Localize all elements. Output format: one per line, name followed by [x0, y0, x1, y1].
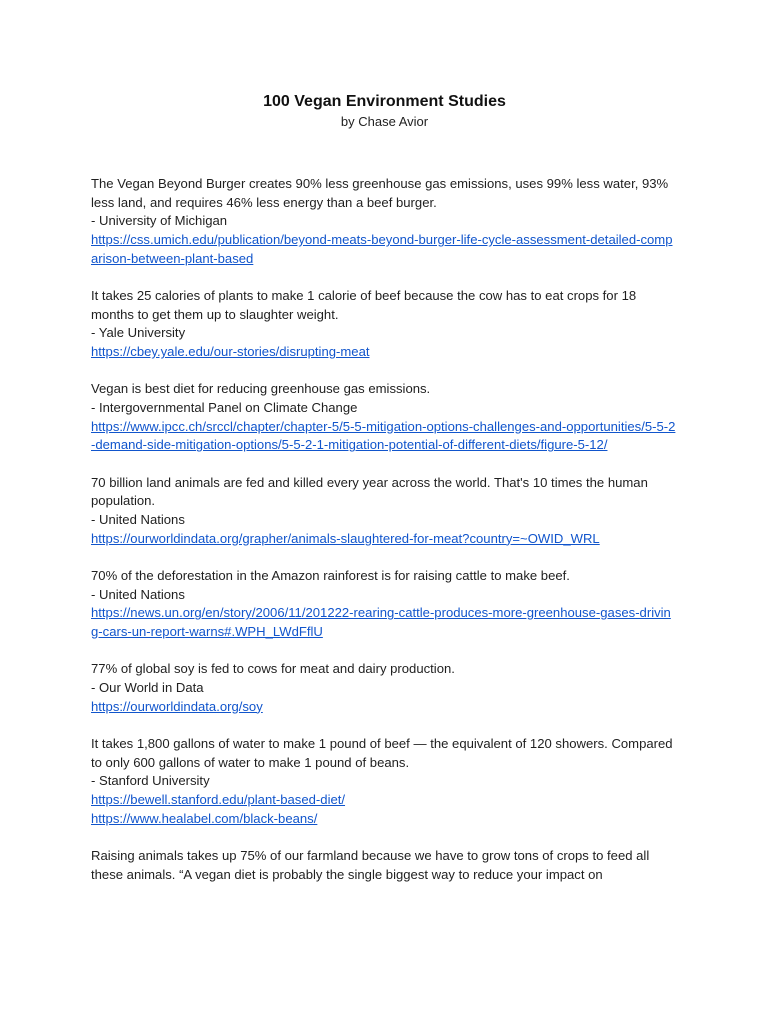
study-link[interactable]: https://css.umich.edu/publication/beyond-meats-beyond-burger-life-cycle-assessment-detailed-comparison-between-plant-based [91, 232, 673, 266]
study-claim: Vegan is best diet for reducing greenhouse gas emissions. [91, 381, 431, 397]
study-source: - United Nations [91, 512, 185, 528]
study-entry [91, 660, 678, 716]
study-link[interactable]: https://ourworldindata.org/grapher/animals-slaughtered-for-meat?country=~OWID_WRL [91, 530, 600, 546]
study-claim: 70 billion land animals are fed and killed every year across the world. That's 10 times the human population. [91, 474, 648, 509]
study-entry [91, 735, 678, 829]
study-link[interactable]: https://ourworldindata.org/soy [91, 698, 263, 714]
study-claim: It takes 25 calories of plants to make 1 calorie of beef because the cow has to eat crops for 18 months to get them up to slaughter weight. [91, 288, 637, 322]
study-claim: 70% of the deforestation in the Amazon rainforest is for raising cattle to make beef. [91, 567, 570, 583]
study-entry [91, 380, 678, 455]
study-source: - Our World in Data [91, 679, 204, 695]
study-claim: Raising animals takes up 75% of our farmland because we have to grow tons of crops to feed all these animals. “A vegan diet is probably the single biggest way to reduce your impact on [91, 847, 650, 882]
study-source: - Intergovernmental Panel on Climate Change [91, 400, 358, 416]
study-link[interactable]: https://www.healabel.com/black-beans/ [91, 810, 318, 826]
study-entry [91, 474, 678, 549]
study-link[interactable]: https://bewell.stanford.edu/plant-based-diet/ [91, 791, 346, 807]
study-link[interactable]: https://www.ipcc.ch/srccl/chapter/chapter-5/5-5-mitigation-options-challenges-and-opportunities/5-5-2-demand-side-mitigation-options/5-5-2-1-mitigation-potential-of-different-diets/figure-5-12/ [91, 418, 676, 453]
study-claim: 77% of global soy is fed to cows for meat and dairy production. [91, 661, 455, 677]
study-link[interactable]: https://cbey.yale.edu/our-stories/disrupting-meat [91, 344, 370, 360]
study-link[interactable]: https://news.un.org/en/story/2006/11/201222-rearing-cattle-produces-more-greenhouse-gases-driving-cars-un-report-warns#.WPH_LWdFflU [91, 605, 671, 640]
document-title: 100 Vegan Environment Studies [263, 93, 506, 110]
study-entry-partial [91, 847, 678, 884]
study-entry [91, 287, 678, 362]
study-entry [91, 567, 678, 642]
document-header [91, 92, 678, 132]
study-source: - Stanford University [91, 773, 210, 789]
study-claim: The Vegan Beyond Burger creates 90% less greenhouse gas emissions, uses 99% less water, 93% less land, and requires 46% less energy than a beef burger. [91, 176, 669, 210]
study-entry [91, 175, 678, 269]
study-source: - University of Michigan [91, 213, 228, 229]
study-claim: It takes 1,800 gallons of water to make 1 pound of beef — the equivalent of 120 showers. Compared to only 600 gallons of water to make 1 pound of beans. [91, 735, 673, 770]
study-source: - Yale University [91, 325, 186, 341]
study-source: - United Nations [91, 586, 185, 602]
document-author: by Chase Avior [340, 114, 429, 129]
